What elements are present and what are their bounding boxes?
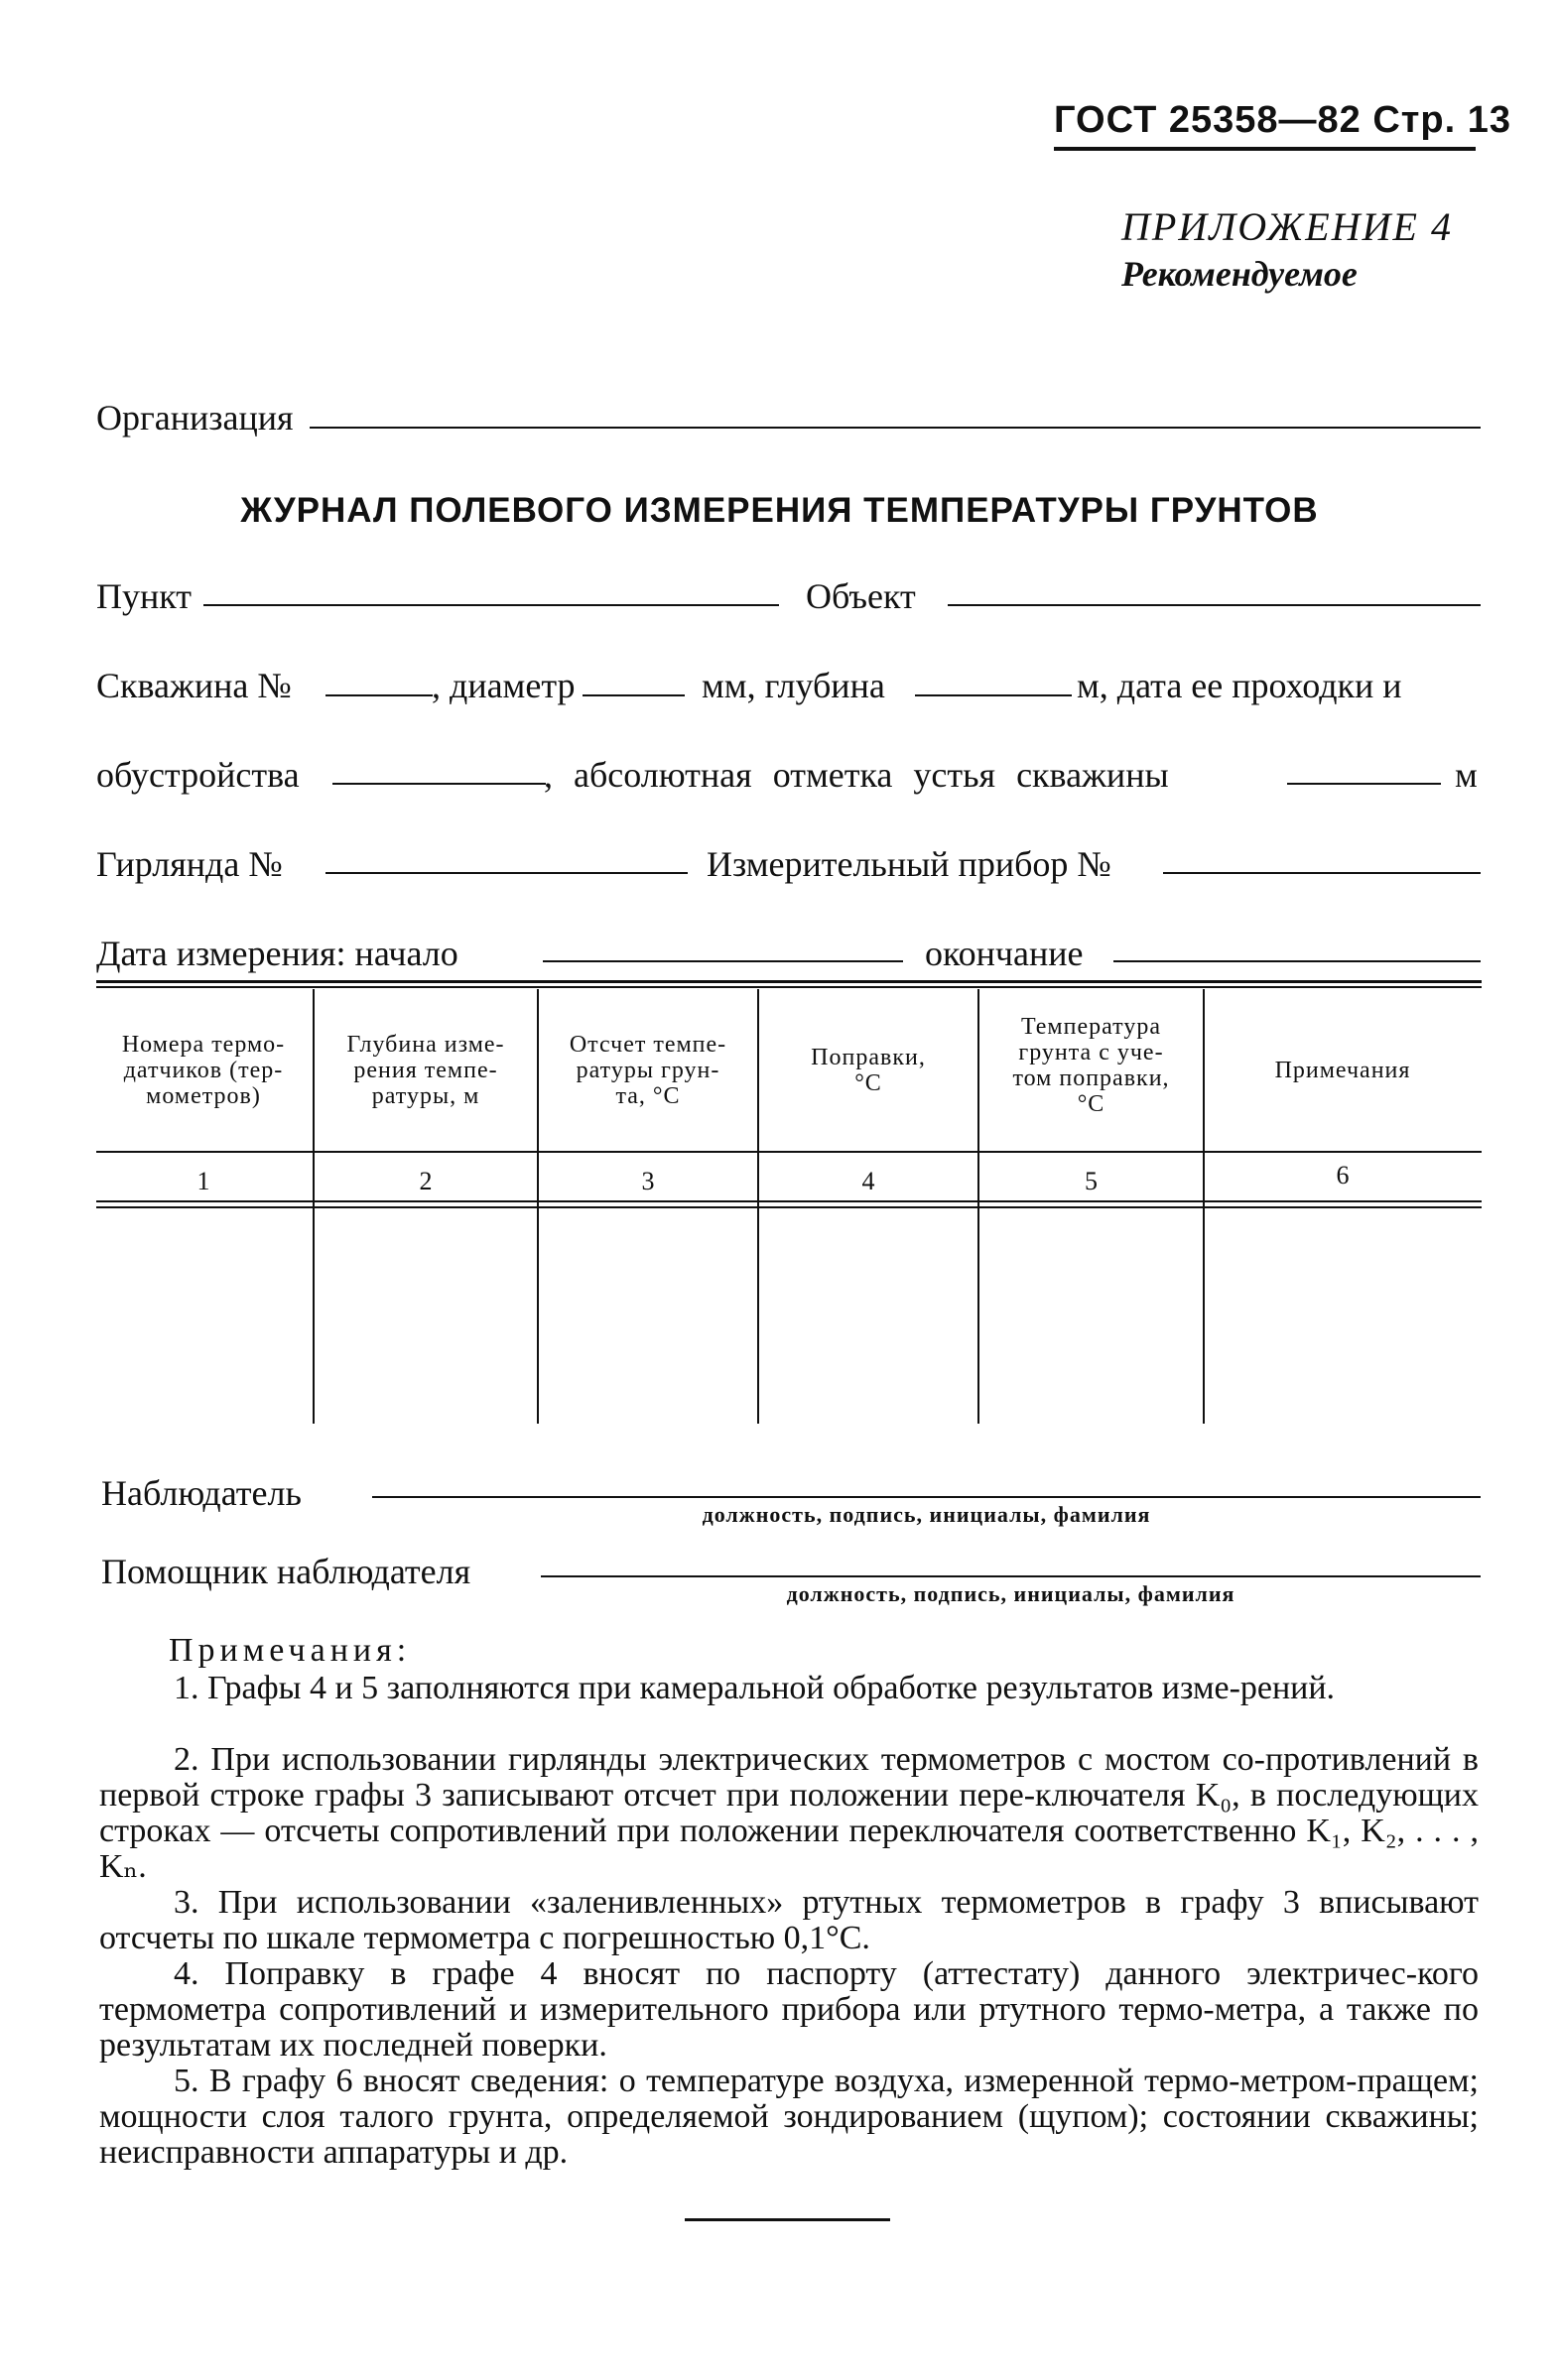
depth-field[interactable] [915, 694, 1072, 696]
col-number: 5 [1085, 1167, 1098, 1195]
depth-label: мм, глубина [702, 666, 885, 705]
object-label: Объект [806, 576, 916, 616]
col-header-corrected-temp: Температура грунта с уче- том поправки, °С [1012, 1014, 1170, 1117]
appendix-status: Рекомендуемое [1121, 254, 1358, 294]
col-header-notes: Примечания [1274, 1058, 1411, 1083]
drill-date-label: м, дата ее проходки и [1077, 666, 1402, 705]
punkt-label: Пункт [96, 576, 193, 616]
notes-heading: Примечания: [169, 1632, 412, 1669]
col-number: 3 [641, 1167, 655, 1195]
col-header-reading: Отсчет темпе- ратуры грун- та, °С [569, 1032, 727, 1109]
organization-label: Организация [96, 398, 294, 438]
col-header-sensor-numbers: Номера термо- датчиков (тер- мометров) [121, 1032, 286, 1109]
table-top-rule [96, 980, 1482, 983]
measure-end-field[interactable] [1113, 960, 1481, 962]
assistant-label: Помощник наблюдателя [101, 1552, 471, 1591]
col-number: 1 [196, 1167, 210, 1195]
instrument-field[interactable] [1163, 872, 1481, 874]
well-number-field[interactable] [325, 694, 433, 696]
diameter-label: , диаметр [432, 666, 576, 705]
observer-signature-field[interactable] [372, 1496, 1481, 1498]
col-number: 2 [419, 1167, 433, 1195]
note-item: 3. При использовании «заленивленных» ртутных термометров в графу 3 вписывают отсчеты по шкале термометра с погрешностью 0,1°С. [99, 1884, 1479, 1956]
table-header-rule [96, 1151, 1482, 1153]
assistant-signature-caption: должность, подпись, инициалы, фамилия [786, 1581, 1235, 1606]
col-header-depth: Глубина изме- рения темпе- ратуры, м [346, 1032, 505, 1109]
diameter-field[interactable] [583, 694, 685, 696]
assistant-signature-field[interactable] [541, 1575, 1481, 1577]
note-item: 2. При использовании гирлянды электрических термометров с мостом со-противлений в первой строке графы 3 записывают отсчет при положении пере-ключателя K₀, в последующих строках — отсчеты сопротивлений при положении переключателя соответственно K₁, K₂, . . . , Kₙ. [99, 1741, 1479, 1885]
table-col-divider [1203, 989, 1205, 1424]
col-number: 6 [1336, 1161, 1350, 1190]
note-item: 4. Поправку в графе 4 вносят по паспорту (аттестату) данного электричес-кого термометра сопротивлений и измерительного прибора или ртутного термо-метра, а также по результатам их последней поверки. [99, 1955, 1479, 2064]
table-numbers-rule-2 [96, 1206, 1482, 1208]
col-header-corrections: Поправки, °С [811, 1045, 926, 1096]
observer-signature-caption: должность, подпись, инициалы, фамилия [702, 1502, 1151, 1527]
col-number: 4 [861, 1167, 875, 1195]
garland-label: Гирлянда № [96, 844, 283, 884]
appendix-title: ПРИЛОЖЕНИЕ 4 [1121, 204, 1453, 249]
arrangement-field[interactable] [332, 783, 546, 785]
absolute-mark-label: , абсолютная отметка устья скважины [544, 755, 1169, 795]
punkt-field[interactable] [203, 604, 779, 606]
absolute-mark-field[interactable] [1287, 783, 1441, 785]
instrument-label: Измерительный прибор № [707, 844, 1111, 884]
header-rule [1054, 147, 1476, 151]
organization-field[interactable] [310, 427, 1481, 429]
observer-label: Наблюдатель [101, 1473, 302, 1513]
measure-start-field[interactable] [543, 960, 903, 962]
footer-rule [685, 2218, 890, 2221]
meter-unit-label: м [1455, 755, 1478, 795]
arrangement-label: обустройства [96, 755, 300, 795]
document-title: ЖУРНАЛ ПОЛЕВОГО ИЗМЕРЕНИЯ ТЕМПЕРАТУРЫ ГРУНТОВ [240, 491, 1319, 530]
note-item: 5. В графу 6 вносят сведения: о температуре воздуха, измеренной термо-метром-пращем; мощности слоя талого грунта, определяемой зондированием (щупом); состоянии скважины; неисправности аппаратуры и др. [99, 2063, 1479, 2171]
table-top-rule-2 [96, 986, 1482, 988]
object-field[interactable] [948, 604, 1481, 606]
page-header: ГОСТ 25358—82 Стр. 13 [1054, 99, 1512, 141]
measure-end-label: окончание [925, 934, 1084, 973]
table-numbers-rule [96, 1200, 1482, 1202]
measure-date-label: Дата измерения: начало [96, 934, 458, 973]
well-label: Скважина № [96, 666, 292, 705]
garland-field[interactable] [325, 872, 688, 874]
note-item: 1. Графы 4 и 5 заполняются при камеральной обработке результатов изме-рений. [174, 1670, 1336, 1706]
